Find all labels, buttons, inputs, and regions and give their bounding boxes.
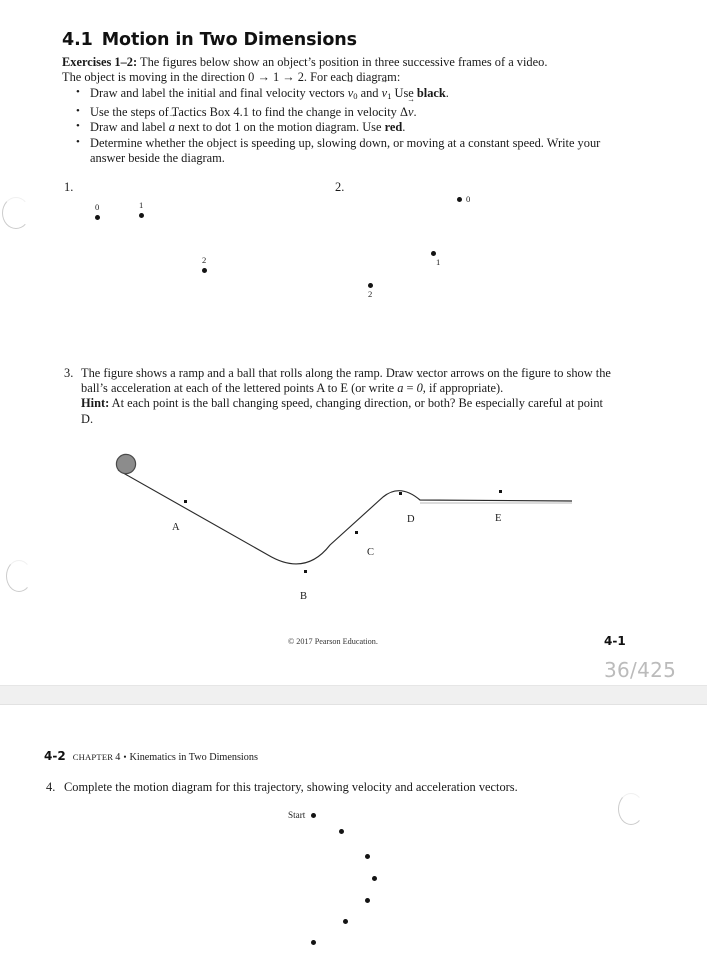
vector-v0-subscript: 0 bbox=[353, 91, 358, 101]
exercise-4-text: Complete the motion diagram for this trajectory, showing velocity and acceleration vectors. bbox=[64, 780, 518, 794]
trajectory-dot bbox=[311, 813, 316, 818]
bullet-text: . bbox=[413, 104, 417, 119]
bullet-emphasis: black bbox=[416, 86, 446, 100]
exercise-intro-line2: The object is moving in the direction 0 → 1 → 2. For each diagram: bbox=[62, 70, 401, 85]
exercise-3-line2: the ball’s acceleration at each of the lettered points A to E (or write bbox=[81, 366, 611, 396]
trajectory-dot bbox=[343, 919, 348, 924]
page-2-folio: 4-2 bbox=[44, 749, 66, 763]
trajectory-dot bbox=[372, 876, 377, 881]
ramp-point-label: D bbox=[407, 514, 415, 525]
exercise-1-number: 1. bbox=[64, 180, 74, 194]
exercise-3-line1: The figure shows a ramp and a ball that rolls along the ramp. Draw vector arrows on the figure to show bbox=[81, 366, 593, 380]
ball-icon bbox=[116, 454, 135, 473]
motion-dot-label: 2 bbox=[368, 289, 373, 299]
exercise-3-hint-label: Hint: bbox=[81, 396, 110, 411]
trajectory-dot bbox=[365, 898, 370, 903]
page-title-number: 4.1 bbox=[62, 29, 93, 50]
motion-dot-label: 2 bbox=[202, 255, 207, 265]
bullet-text: Use the steps of Tactics Box 4.1 to find the change in velocity Δ bbox=[90, 104, 408, 119]
ramp-point-label: C bbox=[367, 547, 375, 558]
page-folio: 4-1 bbox=[604, 634, 626, 648]
ramp-point-dot bbox=[304, 570, 307, 573]
bullet-text: Use bbox=[391, 86, 417, 100]
copyright-notice: © 2017 Pearson Education. bbox=[288, 637, 378, 646]
ramp-point-label: A bbox=[172, 522, 180, 533]
ramp-point-dot bbox=[399, 492, 402, 495]
trajectory-start-label: Start bbox=[288, 810, 306, 820]
motion-dot-label: 0 bbox=[95, 202, 100, 212]
ramp-point-dot bbox=[184, 500, 187, 503]
ramp-point-dot bbox=[355, 531, 358, 534]
exercise-3-equals: = bbox=[403, 381, 417, 396]
exercise-3-line3: At each point is the ball changing speed, changing direction, or both? Be especially careful at bbox=[109, 396, 575, 411]
chapter-title: Kinematics in Two Dimensions bbox=[129, 752, 258, 763]
vector-a-icon: a → bbox=[169, 120, 175, 135]
trajectory-dot bbox=[339, 829, 344, 834]
vector-a-icon: a → bbox=[397, 381, 403, 396]
exercise-4-number: 4. bbox=[46, 780, 56, 794]
trajectory-dot bbox=[365, 854, 370, 859]
ramp-point-dot bbox=[499, 490, 502, 493]
running-head bbox=[44, 747, 258, 765]
bullet-text: . bbox=[445, 86, 449, 100]
running-head-separator: • bbox=[123, 752, 127, 762]
vector-v1-subscript: 1 bbox=[387, 91, 392, 101]
exercise-3-line4: point D. bbox=[81, 396, 604, 426]
chapter-word: CHAPTER bbox=[72, 752, 114, 762]
exercise-3-number: 3. bbox=[64, 366, 74, 380]
vector-v-icon: v → bbox=[408, 105, 414, 120]
bullet-emphasis: red bbox=[384, 120, 403, 135]
exercise-2-number: 2. bbox=[335, 180, 345, 194]
vector-v0-icon: v → bbox=[348, 86, 354, 101]
page-title-text: Motion in Two Dimensions bbox=[101, 29, 357, 50]
ramp-point-label: B bbox=[300, 591, 308, 602]
bullet-text: Draw and label the initial and final velocity vectors bbox=[90, 86, 348, 100]
bullet-text: . bbox=[402, 120, 406, 135]
motion-dot-label: 1 bbox=[139, 200, 144, 210]
exercise-intro-lead: Exercises 1–2: bbox=[62, 55, 138, 69]
vector-zero-icon: 0 → bbox=[417, 381, 423, 396]
bullet-text: next to dot 1 on the motion diagram. Use bbox=[175, 120, 385, 135]
bullet-text: Draw and label bbox=[90, 120, 169, 135]
bullet-text: Determine whether the object is speeding up, slowing down, or moving at a constant speed. Write your answer beside the diagram. bbox=[90, 136, 601, 166]
ramp-point-label: E bbox=[495, 513, 502, 524]
page-separator bbox=[0, 685, 707, 705]
bullet-text: and bbox=[357, 86, 382, 100]
motion-dot-label: 0 bbox=[466, 194, 471, 204]
exercise-intro-line1: The figures below show an object’s position in three successive frames of a video. bbox=[137, 55, 548, 69]
ring-binder-artifact bbox=[618, 793, 644, 825]
motion-dot-label: 1 bbox=[436, 257, 441, 267]
trajectory-dot bbox=[311, 940, 316, 945]
vector-v1-icon: v → bbox=[382, 86, 388, 101]
exercise-3-line2-post: , if appropriate). bbox=[422, 381, 504, 396]
ramp-curve bbox=[118, 470, 572, 564]
page-counter: 36/425 bbox=[604, 658, 677, 682]
chapter-number: 4 bbox=[115, 752, 121, 763]
